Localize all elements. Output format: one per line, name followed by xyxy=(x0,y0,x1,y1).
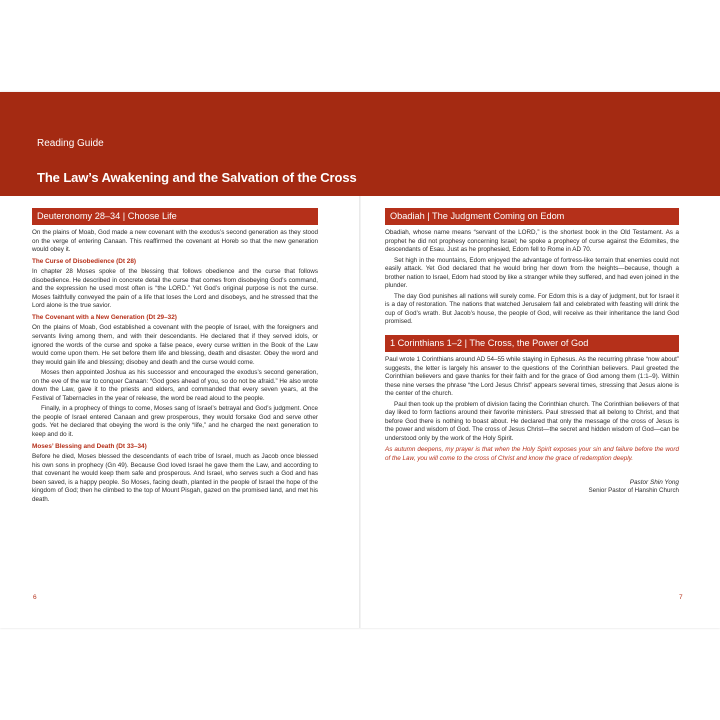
section-heading-obadiah: Obadiah | The Judgment Coming on Edom xyxy=(385,208,679,225)
paragraph: Set high in the mountains, Edom enjoyed the advantage of fortress-like terrain that enemies could not easily attack. Yet God declared that he would bring her down from the heights—because, though a brother nation to Israel, Edom had stood by like a stranger while they suffered, and had even joined in the plunder. xyxy=(385,256,679,290)
section-label: Reading Guide xyxy=(37,138,104,149)
prayer-quote: As autumn deepens, my prayer is that when the Holy Spirit exposes your sin and failure before the word of the Law, you will come to the cross of Christ and know the grace of redemption deeply. xyxy=(385,446,679,463)
book-spread xyxy=(0,92,720,628)
header-banner xyxy=(0,92,720,196)
section-heading-deuteronomy: Deuteronomy 28–34 | Choose Life xyxy=(32,208,318,225)
page-gutter xyxy=(359,196,361,628)
paragraph: Moses then appointed Joshua as his successor and encouraged the exodus’s second generation, on the eve of the war to conquer Canaan: “God goes ahead of you, so do not be afraid.” He also wrote down the Law, gave it to the priests and elders, and commanded that every seven years, at the Festival of Tabernacles in the year of release, the word be read aloud to the people. xyxy=(32,369,318,402)
section-heading-corinthians: 1 Corinthians 1–2 | The Cross, the Power of God xyxy=(385,335,679,352)
page-number-right: 7 xyxy=(679,594,683,601)
author-name: Pastor Shin Yong xyxy=(629,478,679,486)
subheading: The Curse of Disobedience (Dt 28) xyxy=(32,257,137,265)
page-title: The Law’s Awakening and the Salvation of the Cross xyxy=(37,170,357,185)
paragraph: Obadiah, whose name means “servant of the LORD,” is the shortest book in the Old Testament. As a prophet he did not prophesy concerning Israel; he spoke a prophecy of curse against the Edomites, the descendants of Esau. Just as he prophesied, Edom fell to Rome in AD 70. xyxy=(385,229,679,254)
paragraph: The day God punishes all nations will surely come. For Edom this is a day of judgment, but for Israel it is a day of restoration. The nations that watched Jerusalem fall and celebrated with feasting will drink the cup of God’s wrath. But Jacob’s house, the people of God, will receive as their inheritance the land God promised. xyxy=(385,292,679,326)
paragraph: Finally, in a prophecy of things to come, Moses sang of Israel’s betrayal and God’s judgment. Once the people of Israel entered Canaan and grew prosperous, they would forsake God and serve other gods. Yet he declared that obeying the word is the only “life,” and he charged the next generation to keep and do it. xyxy=(32,405,318,439)
paragraph: On the plains of Moab, God made a new covenant with the exodus’s second generation as they stood on the verge of entering Canaan. This reaffirmed the covenant at Horeb so that the new generation would obey it. xyxy=(32,229,318,254)
left-page-column xyxy=(32,208,318,506)
subheading: Moses’ Blessing and Death (Dt 33–34) xyxy=(32,442,147,450)
paragraph: In chapter 28 Moses spoke of the blessing that follows obedience and the curse that follows disobedience. He described in concrete detail the curse that comes from disobeying God’s command, and the expression he used most often is “the LORD.” Yet God’s original purpose is not the curse. Moses faithfully conveyed the pain of a life that loses the Lord and disobeys, and he stressed that the Lord alone is the true savior. xyxy=(32,268,318,310)
subheading: The Covenant with a New Generation (Dt 29–32) xyxy=(32,313,177,321)
paragraph: Paul then took up the problem of division facing the Corinthian church. The Corinthian believers of that day liked to form factions around their favorite ministers. Paul stressed that all belong to Christ, and that before God there is nothing to boast about. He declared that only the message of the cross of Jesus is the power and wisdom of God. The cross of Jesus Christ—the secret and hidden wisdom of God—can be understood only by the work of the Holy Spirit. xyxy=(385,400,679,442)
paragraph: On the plains of Moab, God established a covenant with the people of Israel, with the foreigners and servants living among them, and with their descendants. He declared that if they served idols, or ignored the words of the curse and spoke a false peace, every curse written in the Book of the Law would come upon them. He set before them life and blessing, death and disaster. Obey the word and they would gain life and blessing; disobey and death and the curse would come. xyxy=(32,324,318,366)
page-number-left: 6 xyxy=(33,594,37,601)
author-signature xyxy=(385,479,679,496)
right-page-column xyxy=(385,208,679,496)
paragraph: Before he died, Moses blessed the descendants of each tribe of Israel, much as Jacob once blessed his own sons in prophecy (Gn 49). Because God loved Israel he gave them the Law, and according to that covenant he would keep them safe and prosperous. And Israel, who serves such a God and has been saved, is a happy people. So Moses, facing death, planted in the people of Israel the hope of the kingdom of God; then he climbed to the top of Mount Pisgah, gazed on the promised land, and met his death. xyxy=(32,453,318,503)
paragraph: Paul wrote 1 Corinthians around AD 54–55 while staying in Ephesus. As the recurring phrase “now about” suggests, the letter is largely his answer to the questions of the Corinthian believers. Paul greeted the Corinthian believers and gave thanks for their faith and for the grace of God among them (1:1–9). Within these nine verses the phrase “the Lord Jesus Christ” appears several times, stressing that Jesus alone is the center of the church. xyxy=(385,356,679,398)
author-role: Senior Pastor of Hanshin Church xyxy=(588,487,679,495)
